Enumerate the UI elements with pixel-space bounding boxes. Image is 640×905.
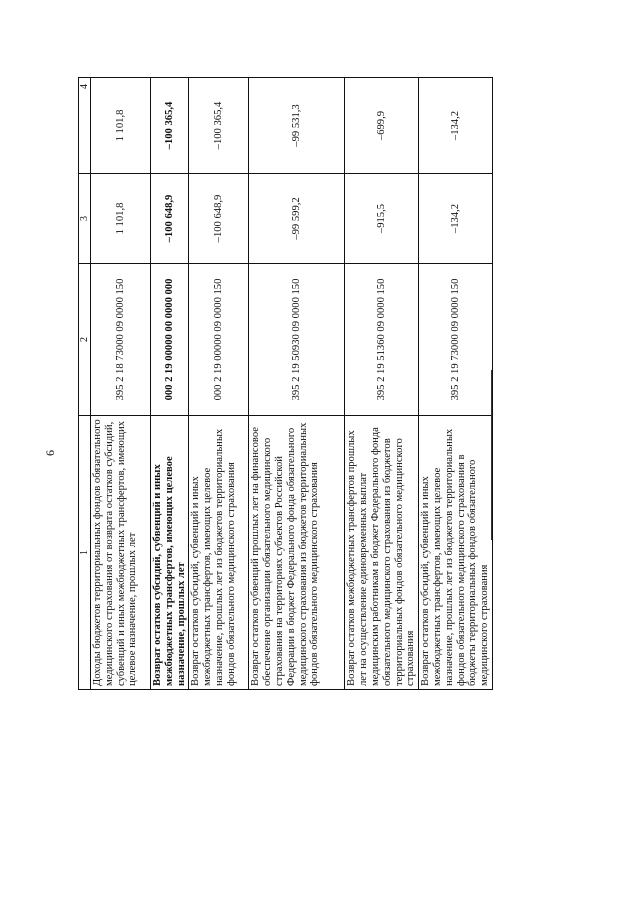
page-number: 6 (43, 450, 57, 456)
row-value-3: –100 648,9 (151, 174, 189, 264)
row-value-3: –134,2 (419, 174, 493, 264)
budget-table (78, 77, 493, 690)
row-name: Возврат остатков межбюджетных трансфертов прошлых лет на осуществление единовременных выплат медицинским работникам в бюджет Федерального фонда обязательного медицинского страхования из бюджетов территориальных фондов обязательного медицинского страхования (345, 416, 419, 690)
row-name: Возврат остатков субсидий, субвенций и иных межбюджетных трансфертов, имеющих целевое назначение, прошлых лет из бюджетов территориальных фондов обязательного медицинского страхования (189, 416, 249, 690)
row-name: Возврат остатков субсидий, субвенций и иных межбюджетных трансфертов, имеющих целевое назначение, прошлых лет из бюджетов территориальных фондов обязательного медицинского страхования в бюджеты территориальных фондов обязательного медицинского страхования (419, 416, 493, 690)
row-value-4: –100 365,4 (151, 78, 189, 174)
row-value-4: –100 365,4 (189, 78, 249, 174)
row-value-4: –699,9 (345, 78, 419, 174)
table-row (345, 78, 419, 690)
table-row (91, 78, 151, 690)
row-value-3: –99 599,2 (249, 174, 345, 264)
row-code: 395 2 18 73000 09 0000 150 (91, 264, 151, 416)
row-code: 395 2 19 50930 09 0000 150 (249, 264, 345, 416)
row-value-3: –100 648,9 (189, 174, 249, 264)
row-code: 395 2 19 51360 09 0000 150 (345, 264, 419, 416)
row-value-4: –134,2 (419, 78, 493, 174)
table-row (151, 78, 189, 690)
row-value-4: –99 531,3 (249, 78, 345, 174)
header-col-4: 4 (79, 78, 91, 174)
row-code: 000 2 19 00000 09 0000 150 (189, 264, 249, 416)
row-name: Возврат остатков субсидий, субвенций и иных межбюджетных трансфертов, имеющих целевое назначение, прошлых лет (151, 416, 189, 690)
header-col-2: 2 (79, 264, 91, 416)
header-col-1: 1 (79, 416, 91, 690)
table-row (249, 78, 345, 690)
row-value-3: 1 101,8 (91, 174, 151, 264)
row-value-4: 1 101,8 (91, 78, 151, 174)
row-name: Возврат остатков субвенций прошлых лет на финансовое обеспечение организации обязательного медицинского страхования на территориях субъектов Российской Федерации в бюджет Федерального фонда обязательного медицинского страхования из бюджетов территориальных фондов обязательного медицинского страхования (249, 416, 345, 690)
rotated-table-area (78, 78, 491, 690)
table-row (419, 78, 493, 690)
row-code: 000 2 19 00000 00 0000 000 (151, 264, 189, 416)
row-name: Доходы бюджетов территориальных фондов обязательного медицинского страхования от возврата остатков субсидий, субвенций и иных межбюджетных трансфертов, имеющих целевое назначение, прошлых лет (91, 416, 151, 690)
row-code: 395 2 19 73000 09 0000 150 (419, 264, 493, 416)
header-col-3: 3 (79, 174, 91, 264)
table-header-row (79, 78, 91, 690)
table-row (189, 78, 249, 690)
end-of-document-line (491, 370, 492, 540)
row-value-3: –915,5 (345, 174, 419, 264)
